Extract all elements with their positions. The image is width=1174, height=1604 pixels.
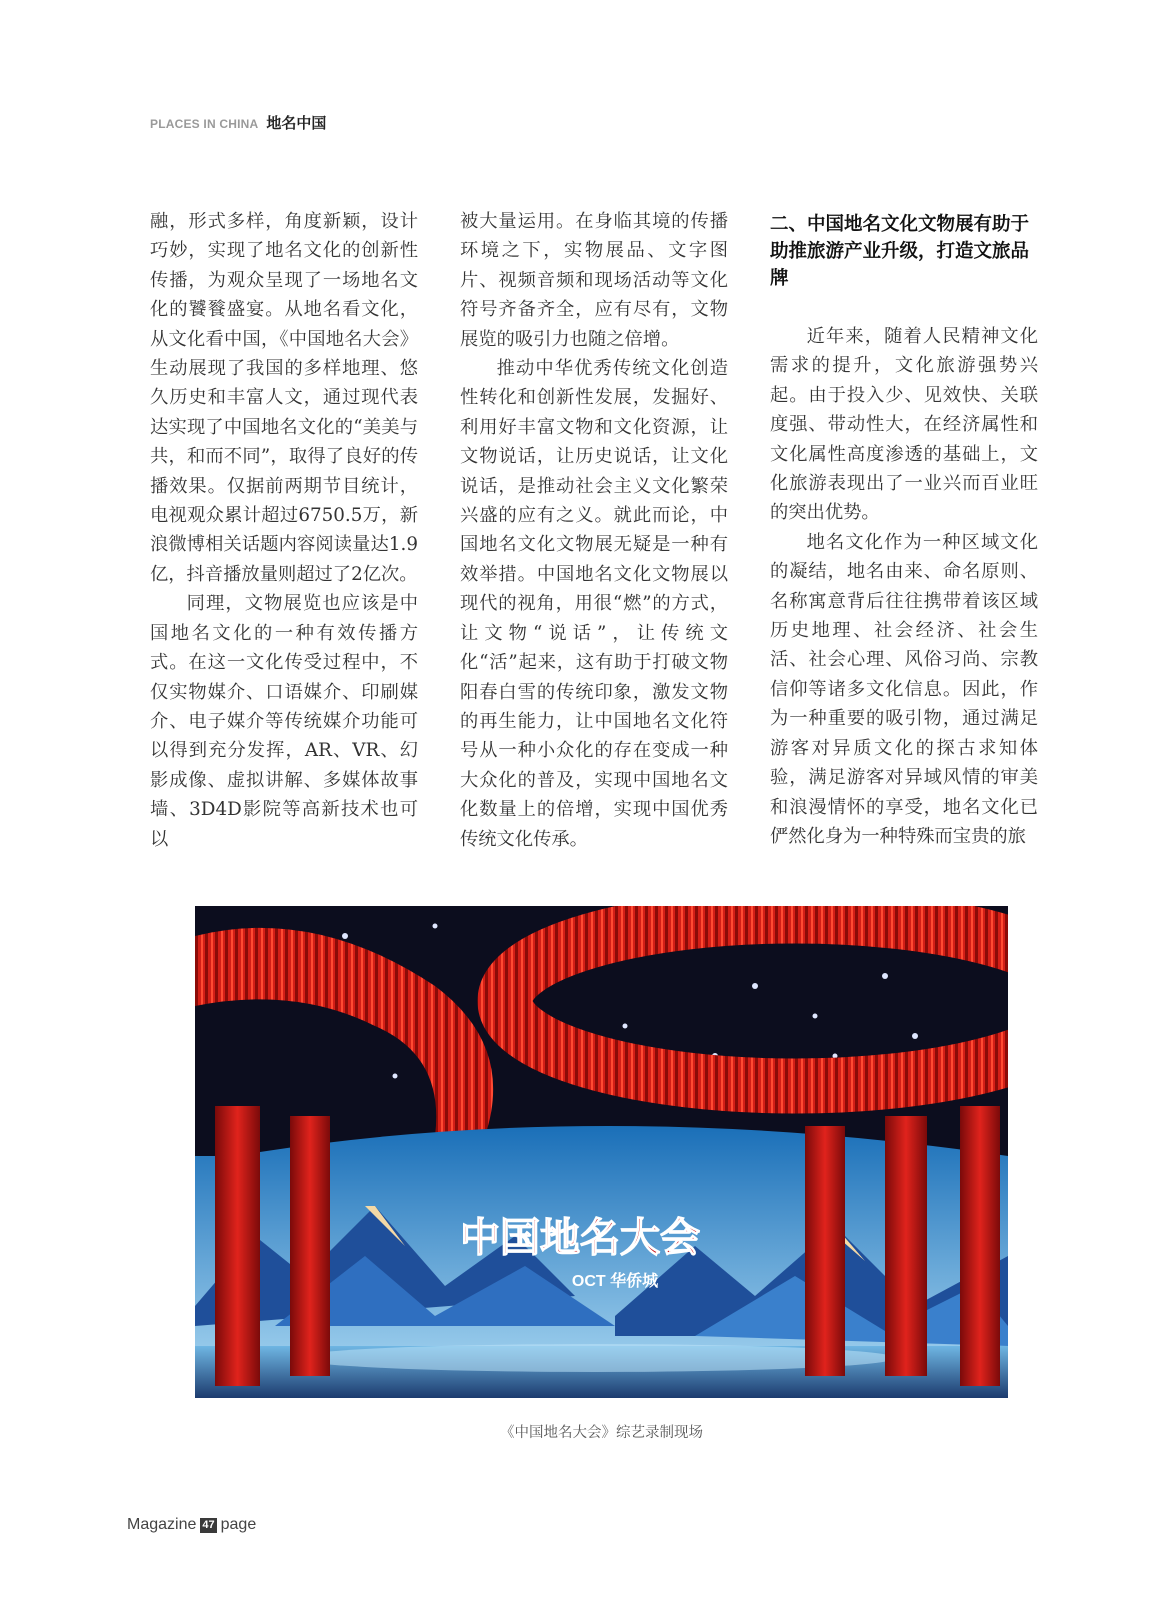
- page-footer: [127, 1516, 256, 1534]
- paragraph: 同理，文物展览也应该是中国地名文化的一种有效传播方式。在这一文化传受过程中，不仅实物媒介、口语媒介、印刷媒介、电子媒介等传统媒介功能可以得到充分发挥，AR、VR、幻影成像、虚拟讲解、多媒体故事墙、3D4D影院等高新技术也可以: [150, 593, 418, 850]
- header-chinese: 地名中国: [266, 114, 327, 132]
- paragraph: 地名文化作为一种区域文化的凝结，地名由来、命名原则、名称寓意背后往往携带着该区域历史地理、社会经济、社会生活、社会心理、风俗习尚、宗教信仰等诸多文化信息。因此，作为一种重要的吸引物，通过满足游客对异质文化的探古求知体验，满足游客对异域风情的审美和浪漫情怀的享受，地名文化已俨然化身为一种特殊而宝贵的旅: [770, 531, 1038, 847]
- stage-photo: [195, 906, 1008, 1398]
- text-column-1: [150, 207, 418, 854]
- header-english: PLACES IN CHINA: [150, 117, 259, 131]
- footer-magazine: Magazine: [127, 1516, 197, 1533]
- running-header: [150, 112, 326, 133]
- show-logo-sub: OCT 华侨城: [571, 1273, 659, 1290]
- text-column-2: [460, 207, 728, 854]
- page-number: 47: [202, 1518, 215, 1531]
- paragraph: 被大量运用。在身临其境的传播环境之下，实物展品、文字图片、视频音频和现场活动等文化符号齐备齐全，应有尽有，文物展览的吸引力也随之倍增。: [460, 211, 728, 350]
- paragraph: 融，形式多样，角度新颖，设计巧妙，实现了地名文化的创新性传播，为观众呈现了一场地名文化的饕餮盛宴。从地名看文化，从文化看中国，《中国地名大会》生动展现了我国的多样地理、悠久历史和丰富人文，通过现代表达实现了中国地名文化的“美美与共，和而不同”，取得了良好的传播效果。仅据前两期节目统计，电视观众累计超过6750.5万，新浪微博相关话题内容阅读量达1.9亿，抖音播放量则超过了2亿次。: [150, 211, 418, 585]
- text-column-3: [770, 207, 1038, 851]
- photo-caption: 《中国地名大会》综艺录制现场: [500, 1425, 703, 1441]
- stage-illustration: [195, 906, 1008, 1398]
- footer-page: page: [220, 1516, 257, 1533]
- section-heading: 二、中国地名文化文物展有助于助推旅游产业升级，打造文旅品牌: [770, 214, 1030, 289]
- paragraph: 推动中华优秀传统文化创造性转化和创新性发展，发掘好、利用好丰富文物和文化资源，让文物说话，让历史说话，让文化说话，是推动社会主义文化繁荣兴盛的应有之义。就此而论，中国地名文化文物展无疑是一种有效举措。中国地名文化文物展以现代的视角，用很“燃”的方式，让文物“说话”，让传统文化“活”起来，这有助于打破文物阳春白雪的传统印象，激发文物的再生能力，让中国地名文化符号从一种小众化的存在变成一种大众化的普及，实现中国地名文化数量上的倍增，实现中国优秀传统文化传承。: [460, 358, 728, 850]
- show-logo: 中国地名大会: [460, 1214, 700, 1261]
- paragraph: 近年来，随着人民精神文化需求的提升，文化旅游强势兴起。由于投入少、见效快、关联度强、带动性大，在经济属性和文化属性高度渗透的基础上，文化旅游表现出了一业兴而百业旺的突出优势。: [770, 326, 1038, 524]
